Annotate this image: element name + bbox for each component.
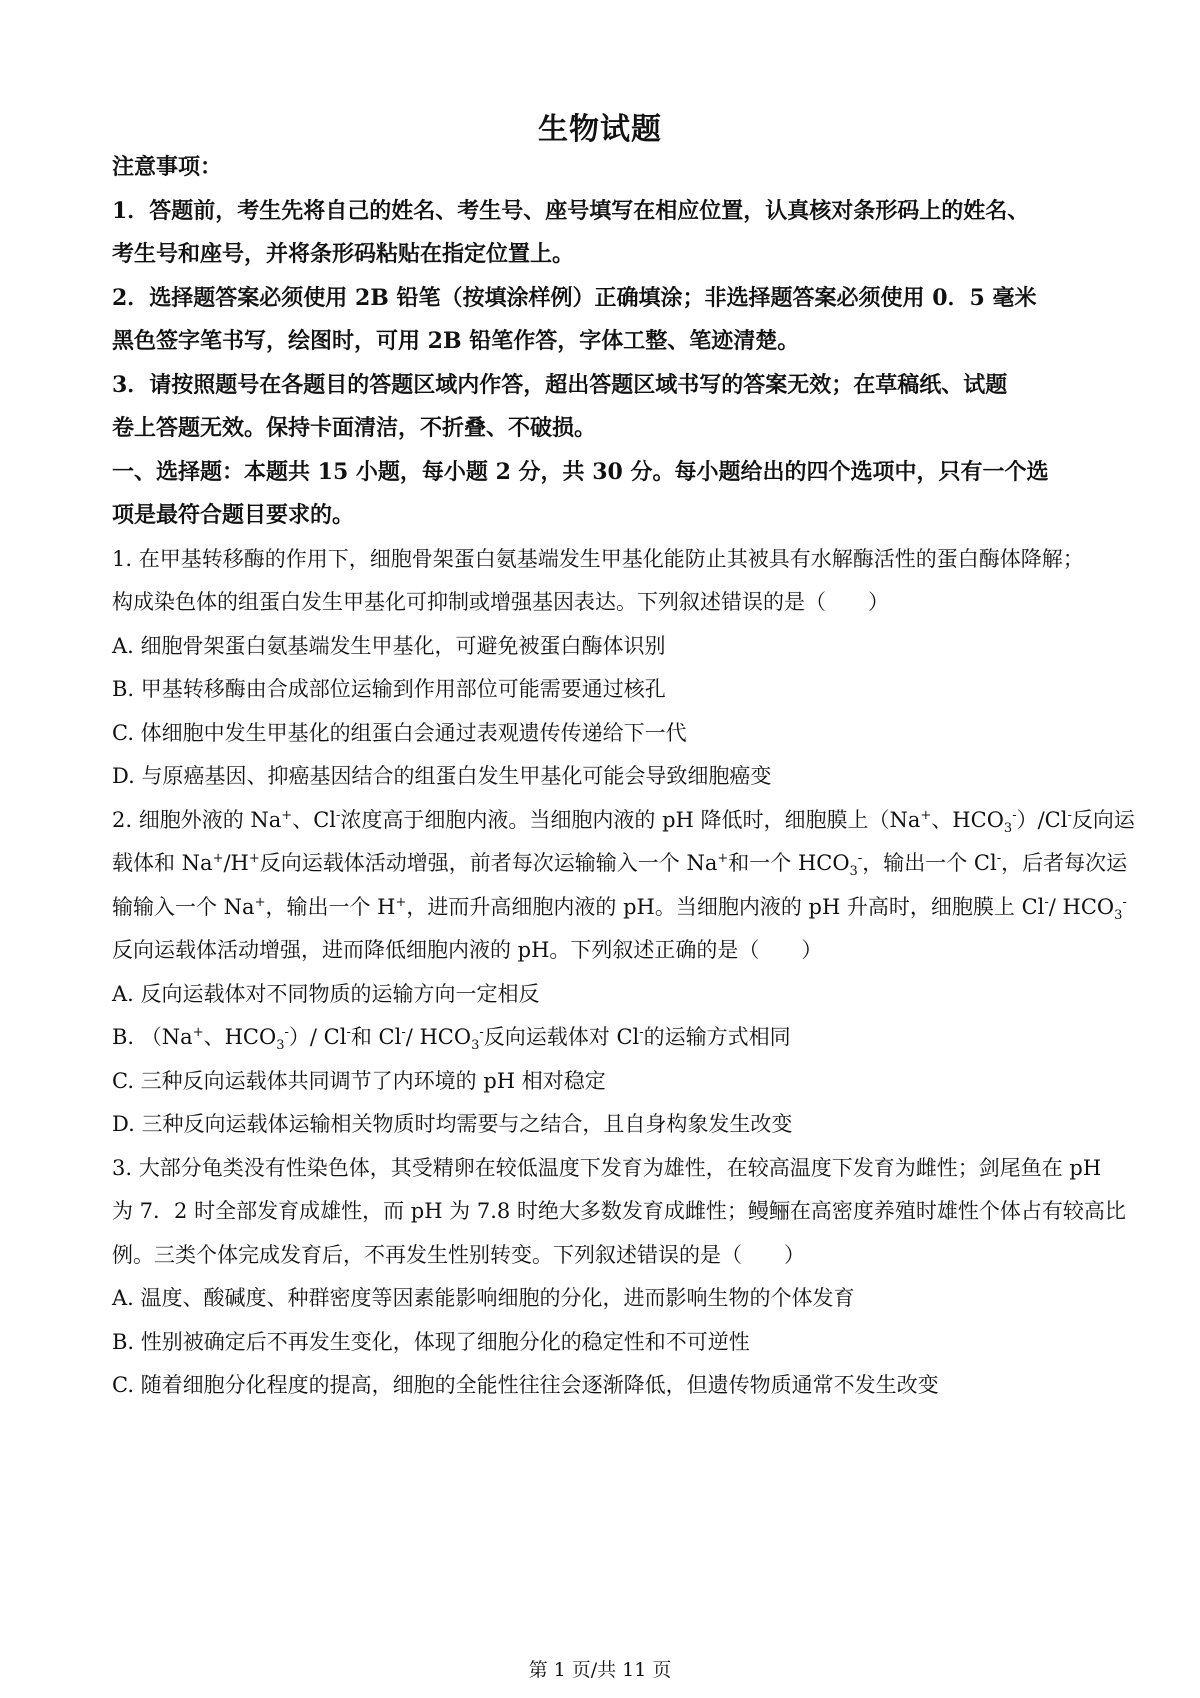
- page-title: 生物试题: [538, 112, 662, 147]
- question-2-option-b: B. （Na+、$HCO_3^-)/$ Cl-和 Cl-/ $HCO_3^-$反向运载体对 Cl-的运输方式相同: [112, 1025, 791, 1054]
- question-3-option-a: A. 温度、酸碱度、种群密度等因素能影响细胞的分化，进而影响生物的个体发育: [112, 1286, 855, 1310]
- notice-line: 黑色签字笔书写，绘图时，可用 2B 铅笔作答，字体工整、笔迹清楚。: [112, 328, 800, 354]
- question-1-option-a: A. 细胞骨架蛋白氨基端发生甲基化，可避免被蛋白酶体识别: [112, 634, 666, 658]
- question-1-stem: 构成染色体的组蛋白发生甲基化可抑制或增强基因表达。下列叙述错误的是（ ）: [112, 590, 889, 614]
- question-1-option-d: D. 与原癌基因、抑癌基因结合的组蛋白发生甲基化可能会导致细胞癌变: [112, 764, 772, 788]
- question-2-stem-line: 2. 细胞外液的 Na+、Cl-浓度高于细胞内液。当细胞内液的 pH 降低时，细胞膜上（Na+、$HCO_3^-)/Cl^-$反向运: [112, 808, 1135, 837]
- notice-line: 2．选择题答案必须使用 2B 铅笔（按填涂样例）正确填涂；非选择题答案必须使用 0．5 毫米: [112, 285, 1037, 311]
- question-3-option-c: C. 随着细胞分化程度的提高，细胞的全能性往往会逐渐降低，但遗传物质通常不发生改变: [112, 1373, 939, 1397]
- question-2-option-a: A. 反向运载体对不同物质的运输方向一定相反: [112, 982, 540, 1006]
- question-2-option-d: D. 三种反向运载体运输相关物质时均需要与之结合，且自身构象发生改变: [112, 1112, 793, 1136]
- question-2-option-c: C. 三种反向运载体共同调节了内环境的 pH 相对稳定: [112, 1069, 606, 1093]
- question-3-stem: 例。三类个体完成发育后，不再发生性别转变。下列叙述错误的是（ ）: [112, 1243, 805, 1267]
- question-1-option-c: C. 体细胞中发生甲基化的组蛋白会通过表观遗传传递给下一代: [112, 721, 687, 745]
- notice-line: 考生号和座号，并将条形码粘贴在指定位置上。: [112, 241, 575, 267]
- notice-line: 3．请按照题号在各题目的答题区域内作答，超出答题区域书写的答案无效；在草稿纸、试题: [112, 372, 1008, 398]
- question-2-stem-line: 反向运载体活动增强，进而降低细胞内液的 pH。下列叙述正确的是（ ）: [112, 938, 823, 962]
- question-2-stem-line: 输输入一个 Na+，输出一个 H+，进而升高细胞内液的 pH。当细胞内液的 pH 升高时，细胞膜上 Cl-/ $HCO_3^-$: [112, 895, 1127, 924]
- notice-line: 1．答题前，考生先将自己的姓名、考生号、座号填写在相应位置，认真核对条形码上的姓名、: [112, 198, 1030, 224]
- section-heading: 项是最符合题目要求的。: [112, 502, 355, 528]
- question-3-option-b: B. 性别被确定后不再发生变化，体现了细胞分化的稳定性和不可逆性: [112, 1330, 750, 1354]
- question-3-stem: 3. 大部分龟类没有性染色体，其受精卵在较低温度下发育为雄性，在较高温度下发育为雌性；剑尾鱼在 pH: [112, 1156, 1102, 1180]
- question-2-stem-line: 载体和 Na+/H+反向运载体活动增强，前者每次运输输入一个 Na+和一个 $HCO_3^-$，输出一个 Cl-，后者每次运: [112, 851, 1128, 880]
- notice-line: 卷上答题无效。保持卡面清洁，不折叠、不破损。: [112, 415, 597, 441]
- question-1-stem: 1. 在甲基转移酶的作用下，细胞骨架蛋白氨基端发生甲基化能防止其被具有水解酶活性的蛋白酶体降解；: [112, 547, 1084, 571]
- notice-heading: 注意事项：: [112, 154, 223, 180]
- section-heading: 一、选择题：本题共 15 小题，每小题 2 分，共 30 分。每小题给出的四个选项中，只有一个选: [112, 459, 1049, 485]
- page-footer: 第 1 页/共 11 页: [528, 1659, 672, 1681]
- question-1-option-b: B. 甲基转移酶由合成部位运输到作用部位可能需要通过核孔: [112, 677, 666, 701]
- question-3-stem: 为 7．2 时全部发育成雄性，而 pH 为 7.8 时绝大多数发育成雌性；鳗鲡在高密度养殖时雄性个体占有较高比: [112, 1199, 1126, 1223]
